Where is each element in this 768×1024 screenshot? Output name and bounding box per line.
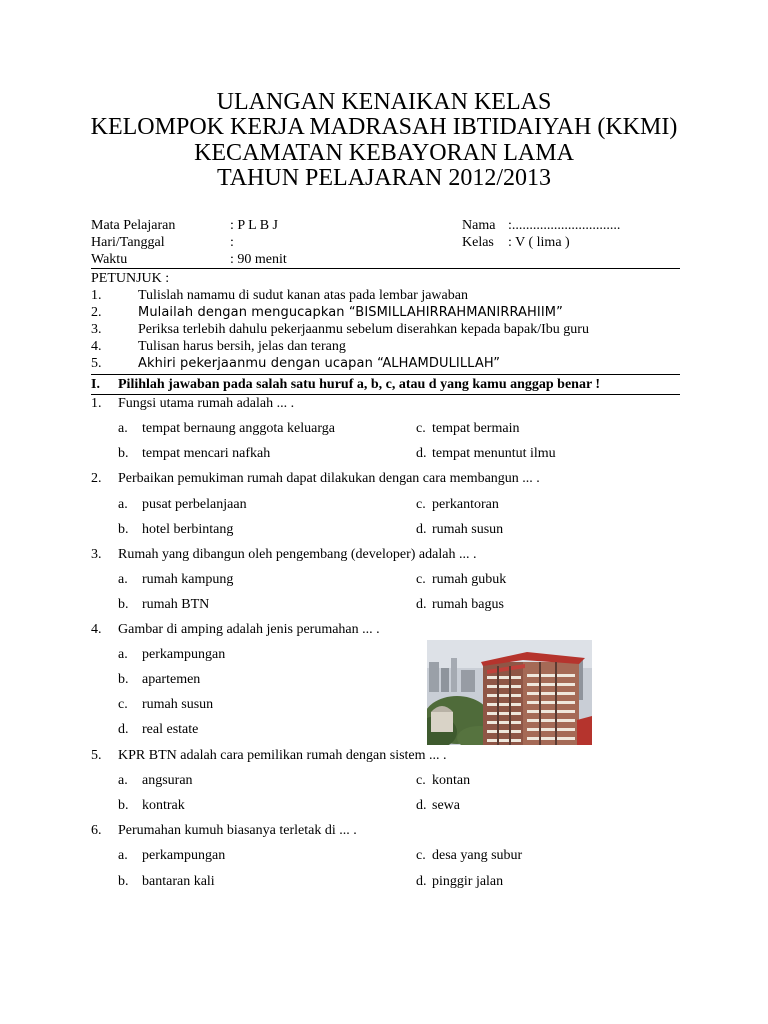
instruction-text: Tulislah namamu di sudut kanan atas pada lembar jawaban (138, 288, 468, 303)
option-a: rumah kampung (142, 572, 234, 587)
apartment-building-photo (427, 640, 592, 745)
instruction-number: 3. (91, 322, 102, 337)
instruction-text: Mulailah dengan mengucapkan “BISMILLAHIRRAHMANIRRAHIIM” (138, 305, 563, 320)
day-value: : (230, 235, 234, 250)
day-label: Hari/Tanggal (91, 235, 165, 250)
divider-top (91, 268, 680, 269)
option-d: rumah susun (432, 522, 504, 537)
option-a: perkampungan (142, 848, 226, 863)
section-number: I. (91, 377, 100, 392)
option-letter: c. (416, 848, 426, 863)
option-letter: a. (118, 572, 128, 587)
option-c: perkantoran (432, 497, 499, 512)
option-d: real estate (142, 722, 199, 737)
option-letter: a. (118, 497, 128, 512)
option-a: tempat bernaung anggota keluarga (142, 421, 335, 436)
instruction-number: 1. (91, 288, 102, 303)
option-d: tempat menuntut ilmu (432, 446, 556, 461)
option-d: rumah bagus (432, 597, 504, 612)
option-letter: c. (416, 421, 426, 436)
option-b: tempat mencari nafkah (142, 446, 271, 461)
title-line-4: TAHUN PELAJARAN 2012/2013 (216, 165, 552, 191)
option-letter: d. (118, 722, 129, 737)
option-d: sewa (432, 798, 460, 813)
subject-label: Mata Pelajaran (91, 218, 176, 233)
option-b: rumah BTN (142, 597, 210, 612)
instruction-number: 5. (91, 356, 102, 371)
option-c: rumah gubuk (432, 572, 507, 587)
question-text: KPR BTN adalah cara pemilikan rumah dengan sistem ... . (118, 748, 447, 763)
option-letter: d. (416, 446, 427, 461)
class-label: Kelas (462, 235, 494, 250)
instruction-text: Tulisan harus bersih, jelas dan terang (138, 339, 346, 354)
question-number: 3. (91, 547, 102, 562)
option-c: desa yang subur (432, 848, 523, 863)
question-text: Fungsi utama rumah adalah ... . (118, 396, 295, 411)
time-label: Waktu (91, 252, 128, 267)
option-c: tempat bermain (432, 421, 520, 436)
option-a: pusat perbelanjaan (142, 497, 247, 512)
option-b: bantaran kali (142, 874, 215, 889)
option-letter: d. (416, 798, 427, 813)
class-value: : V ( lima ) (508, 235, 570, 250)
option-b: apartemen (142, 672, 201, 687)
question-text: Perbaikan pemukiman rumah dapat dilakukan dengan cara membangun ... . (118, 471, 540, 486)
option-letter: d. (416, 522, 427, 537)
option-a: angsuran (142, 773, 193, 788)
option-d: pinggir jalan (432, 874, 504, 889)
option-letter: b. (118, 798, 129, 813)
instruction-number: 2. (91, 305, 102, 320)
instruction-text: Periksa terlebih dahulu pekerjaanmu sebelum diserahkan kepada bapak/Ibu guru (138, 322, 589, 337)
option-letter: b. (118, 446, 129, 461)
instruction-text: Akhiri pekerjaanmu dengan ucapan “ALHAMDULILLAH” (138, 356, 501, 371)
option-letter: c. (416, 572, 426, 587)
option-letter: a. (118, 773, 128, 788)
option-letter: b. (118, 874, 129, 889)
option-letter: b. (118, 672, 129, 687)
question-number: 6. (91, 823, 102, 838)
option-letter: a. (118, 421, 128, 436)
title-line-1: ULANGAN KENAIKAN KELAS (216, 89, 552, 115)
title-line-2: KELOMPOK KERJA MADRASAH IBTIDAIYAH (KKMI) (90, 114, 678, 140)
option-b: hotel berbintang (142, 522, 234, 537)
option-letter: a. (118, 647, 128, 662)
question-number: 5. (91, 748, 102, 763)
subject-value: : P L B J (230, 218, 278, 233)
instructions-heading: PETUNJUK : (91, 271, 170, 286)
option-letter: d. (416, 874, 427, 889)
section-instruction: Pilihlah jawaban pada salah satu huruf a, b, c, atau d yang kamu anggap benar ! (118, 377, 601, 392)
option-letter: a. (118, 848, 128, 863)
option-letter: d. (416, 597, 427, 612)
option-letter: c. (416, 497, 426, 512)
title-line-3: KECAMATAN KEBAYORAN LAMA (194, 140, 574, 166)
name-label: Nama (462, 218, 496, 233)
time-value: : 90 menit (230, 252, 287, 267)
divider-section-top (91, 374, 680, 375)
option-letter: b. (118, 522, 129, 537)
divider-section-bottom (91, 394, 680, 395)
option-b: kontrak (142, 798, 185, 813)
question-number: 4. (91, 622, 102, 637)
name-value: :............................... (508, 218, 621, 233)
question-number: 1. (91, 396, 102, 411)
question-number: 2. (91, 471, 102, 486)
question-text: Gambar di amping adalah jenis perumahan ... . (118, 622, 380, 637)
instruction-number: 4. (91, 339, 102, 354)
option-c: kontan (432, 773, 471, 788)
question-text: Perumahan kumuh biasanya terletak di ... . (118, 823, 357, 838)
option-letter: b. (118, 597, 129, 612)
question-text: Rumah yang dibangun oleh pengembang (developer) adalah ... . (118, 547, 477, 562)
option-a: perkampungan (142, 647, 226, 662)
option-letter: c. (118, 697, 128, 712)
option-c: rumah susun (142, 697, 214, 712)
option-letter: c. (416, 773, 426, 788)
